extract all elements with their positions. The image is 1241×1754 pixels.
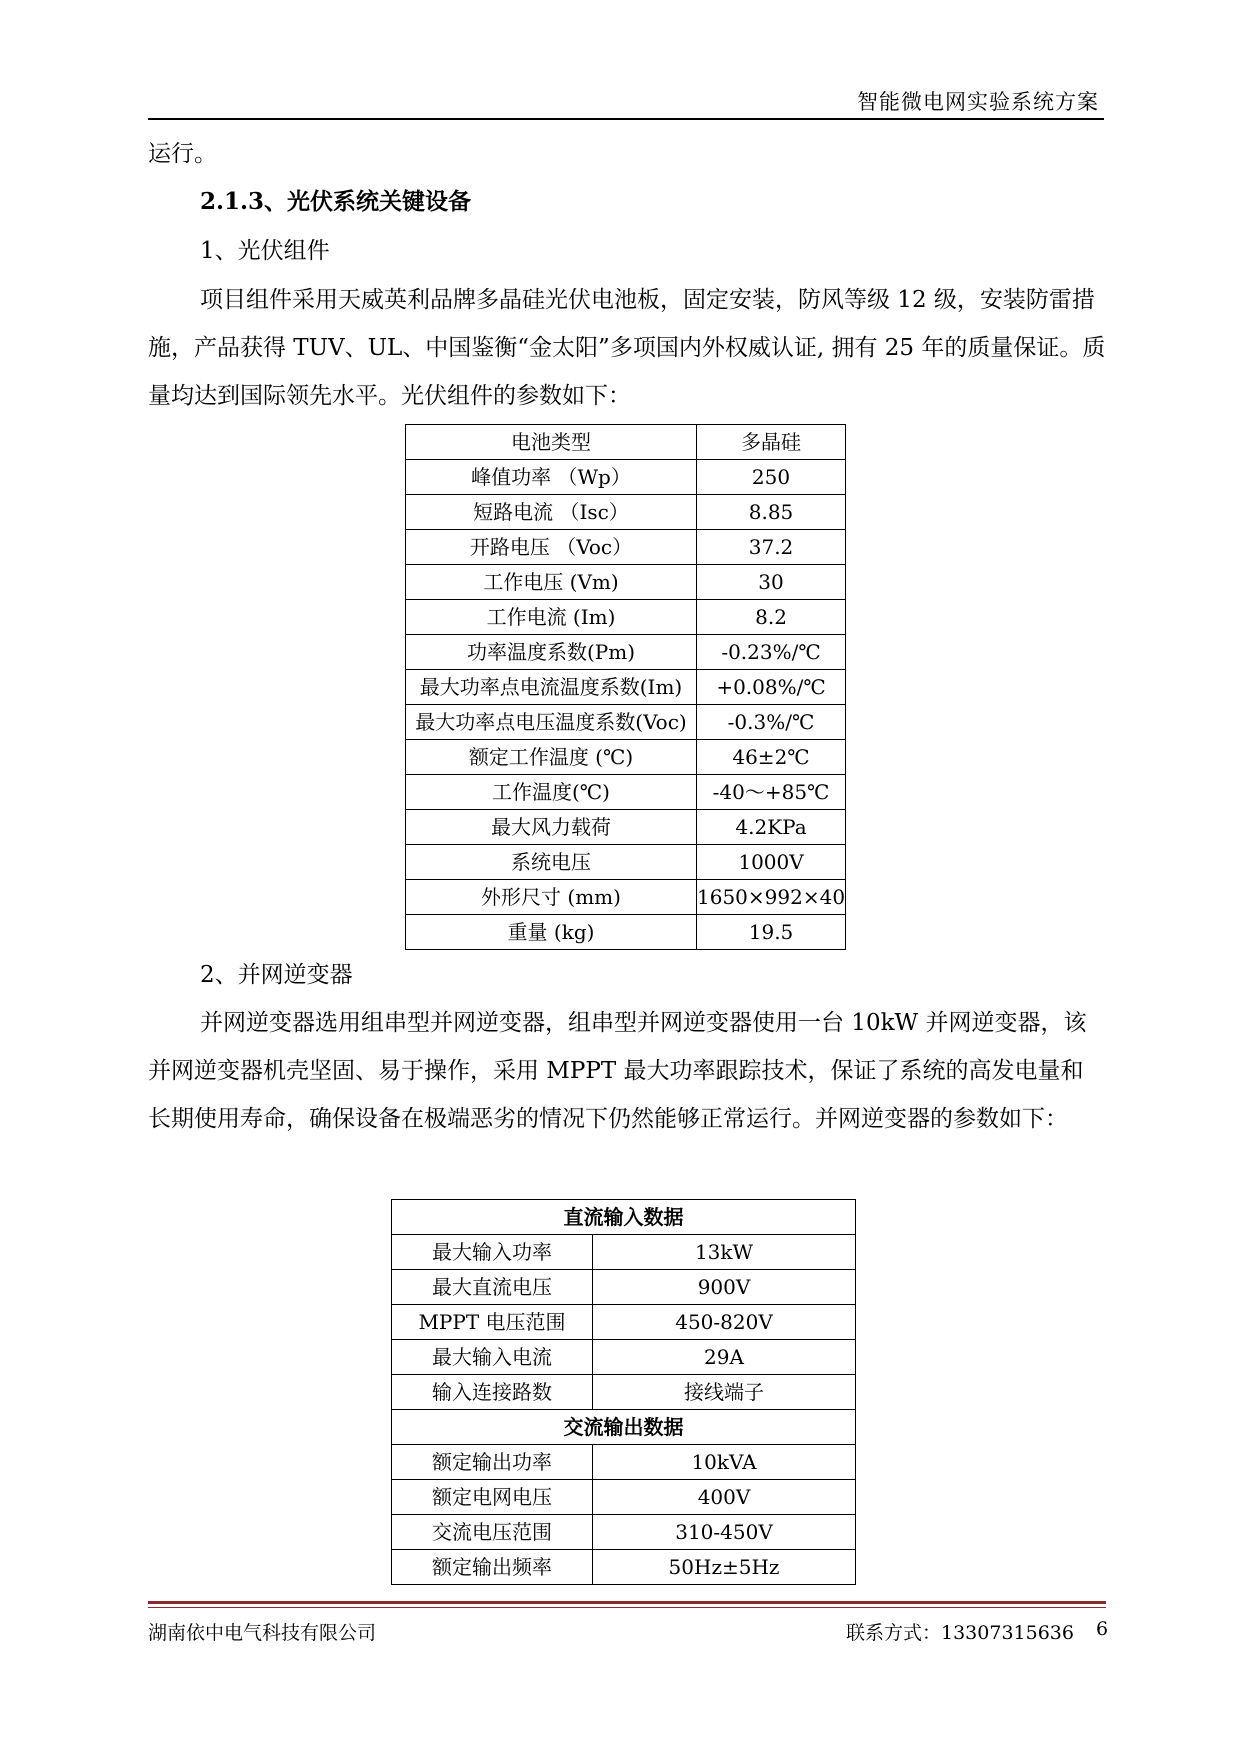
table-row (406, 460, 846, 495)
pv-module-params-table (405, 424, 846, 950)
dc-input-section-title: 直流输入数据 (392, 1200, 856, 1235)
param-value: +0.08%/℃ (697, 670, 846, 705)
param-name: 外形尺寸 (mm) (406, 880, 697, 915)
param-value: 30 (697, 565, 846, 600)
document-title: 智能微电网实验系统方案 (857, 90, 1099, 114)
param-name: 重量 (kg) (406, 915, 697, 950)
table-row (406, 775, 846, 810)
param-value: 13kW (593, 1235, 856, 1270)
subsection-heading-pv: 1、光伏组件 (200, 238, 330, 264)
table-row (392, 1480, 856, 1515)
param-value: 多晶硅 (697, 425, 846, 460)
table-row (406, 880, 846, 915)
param-value: 接线端子 (593, 1375, 856, 1410)
param-value: 250 (697, 460, 846, 495)
param-value: -40～+85℃ (697, 775, 846, 810)
continued-text: 运行。 (148, 141, 217, 167)
table-row (392, 1305, 856, 1340)
param-name: 短路电流 （Isc） (406, 495, 697, 530)
page-number: 6 (1096, 1618, 1109, 1640)
param-value: 8.2 (697, 600, 846, 635)
param-name: 工作电流 (Im) (406, 600, 697, 635)
param-name: 额定输出功率 (392, 1445, 593, 1480)
table-row (392, 1445, 856, 1480)
param-name: 额定工作温度 (℃) (406, 740, 697, 775)
param-name: 最大输入功率 (392, 1235, 593, 1270)
section-heading: 2.1.3、光伏系统关键设备 (200, 188, 472, 215)
table-row (392, 1550, 856, 1585)
table-row (406, 530, 846, 565)
footer-divider-thin (148, 1607, 1106, 1608)
company-name: 湖南依中电气科技有限公司 (148, 1622, 377, 1644)
param-name: 最大功率点电流温度系数(Im) (406, 670, 697, 705)
param-name: 峰值功率 （Wp） (406, 460, 697, 495)
ac-output-section-title: 交流输出数据 (392, 1410, 856, 1445)
param-name: 交流电压范围 (392, 1515, 593, 1550)
table-row (406, 600, 846, 635)
table-row (406, 915, 846, 950)
table-row (406, 425, 846, 460)
param-name: 最大风力载荷 (406, 810, 697, 845)
param-name: 系统电压 (406, 845, 697, 880)
param-value: 1650×992×40 (697, 880, 846, 915)
param-value: 1000V (697, 845, 846, 880)
param-name: 开路电压 （Voc） (406, 530, 697, 565)
param-name: 最大功率点电压温度系数(Voc) (406, 705, 697, 740)
table-row (406, 495, 846, 530)
table-row (392, 1270, 856, 1305)
table-row (406, 810, 846, 845)
table-row (406, 740, 846, 775)
param-value: 310-450V (593, 1515, 856, 1550)
param-value: 450-820V (593, 1305, 856, 1340)
table-row (406, 670, 846, 705)
table-row (406, 705, 846, 740)
table-section-row (392, 1200, 856, 1235)
param-name: 工作电压 (Vm) (406, 565, 697, 600)
table-row (392, 1235, 856, 1270)
param-name: 最大直流电压 (392, 1270, 593, 1305)
inverter-paragraph: 并网逆变器选用组串型并网逆变器，组串型并网逆变器使用一台 10kW 并网逆变器，该并网逆变器机壳坚固、易于操作，采用 MPPT 最大功率跟踪技术，保证了系统的高发电量和长期使用寿命，确保设备在极端恶劣的情况下仍然能够正常运行。并网逆变器的参数如下： (148, 1010, 1087, 1132)
param-value: 37.2 (697, 530, 846, 565)
param-name: 工作温度(℃) (406, 775, 697, 810)
param-value: 50Hz±5Hz (593, 1550, 856, 1585)
param-name: 额定输出频率 (392, 1550, 593, 1585)
param-value: 10kVA (593, 1445, 856, 1480)
param-value: 46±2℃ (697, 740, 846, 775)
table-row (406, 635, 846, 670)
contact-info: 联系方式：13307315636 (846, 1622, 1074, 1644)
param-value: -0.23%/℃ (697, 635, 846, 670)
table-row (392, 1515, 856, 1550)
param-value: 4.2KPa (697, 810, 846, 845)
param-name: 输入连接路数 (392, 1375, 593, 1410)
footer-divider-thick (148, 1601, 1106, 1604)
param-value: 8.85 (697, 495, 846, 530)
table-row (392, 1340, 856, 1375)
param-value: 19.5 (697, 915, 846, 950)
table-row (392, 1375, 856, 1410)
param-name: 最大输入电流 (392, 1340, 593, 1375)
param-value: -0.3%/℃ (697, 705, 846, 740)
subsection-heading-inverter: 2、并网逆变器 (200, 962, 353, 988)
header-divider (148, 118, 1104, 120)
table-row (406, 845, 846, 880)
param-value: 29A (593, 1340, 856, 1375)
param-value: 900V (593, 1270, 856, 1305)
table-section-row (392, 1410, 856, 1445)
param-name: 功率温度系数(Pm) (406, 635, 697, 670)
param-value: 400V (593, 1480, 856, 1515)
inverter-params-table (391, 1199, 856, 1585)
param-name: 额定电网电压 (392, 1480, 593, 1515)
param-name: 电池类型 (406, 425, 697, 460)
pv-paragraph: 项目组件采用天威英利品牌多晶硅光伏电池板，固定安装，防风等级 12 级，安装防雷措施，产品获得 TUV、UL、中国鉴衡“金太阳”多项国内外权威认证, 拥有 25 年的质量保证。质量均达到国际领先水平。光伏组件的参数如下： (148, 287, 1106, 409)
table-row (406, 565, 846, 600)
param-name: MPPT 电压范围 (392, 1305, 593, 1340)
